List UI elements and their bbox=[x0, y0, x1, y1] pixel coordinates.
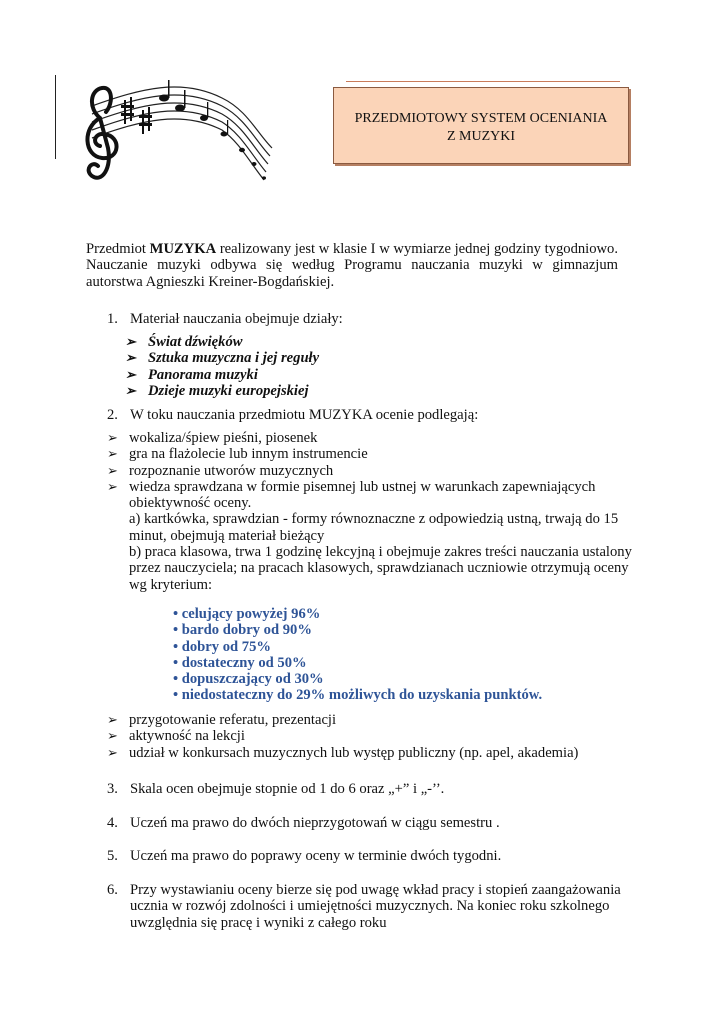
point-number: 6. bbox=[107, 882, 118, 898]
assessment-b: b) praca klasowa, trwa 1 godzinę lekcyjną i obejmuje zakres treści nauczania ustalony przez nauczyciela; na pracach klasowych, sprawdzianach uczniowie otrzymują oceny wg kryterium: bbox=[129, 544, 632, 593]
left-margin-line bbox=[55, 75, 56, 159]
point-1 bbox=[107, 311, 627, 327]
point-text: Skala ocen obejmuje stopnie od 1 do 6 oraz „+” i „-’’. bbox=[130, 781, 445, 797]
intro-after: realizowany jest w klasie I w wymiarze jednej godziny tygodniowo. Nauczanie muzyki odbywa się według Programu nauczania muzyki w gimnazjum autorstwa Agnieszki Kreiner-Bogdańskiej. bbox=[86, 241, 619, 290]
list-item-text: Panorama muzyki bbox=[148, 366, 258, 383]
intro-before: Przedmiot bbox=[86, 241, 150, 257]
list-item-text: wokaliza/śpiew pieśni, piosenek bbox=[129, 430, 318, 446]
point-text: Przy wystawianiu oceny bierze się pod uwagę wkład pracy i stopień zaangażowania ucznia w rozwój zdolności i umiejętności muzycznych. Na koniec roku szkolnego uwzględnia się pracę i wyniki z całego roku bbox=[130, 882, 621, 931]
arrow-bullet-icon: ➢ bbox=[107, 446, 118, 462]
point-number: 3. bbox=[107, 781, 118, 797]
point-text: Uczeń ma prawo do poprawy oceny w terminie dwóch tygodni. bbox=[130, 848, 502, 864]
list-item bbox=[107, 430, 632, 446]
grade-item: • dopuszczający od 30% bbox=[173, 671, 324, 688]
grade-item: • celujący powyżej 96% bbox=[173, 606, 321, 622]
point-text: Uczeń ma prawo do dwóch nieprzygotowań w ciągu semestru . bbox=[130, 815, 500, 831]
point-number: 4. bbox=[107, 815, 118, 831]
list-item-text: udział w konkursach muzycznych lub występ publiczny (np. apel, akademia) bbox=[129, 744, 579, 761]
arrow-bullet-icon: ➢ bbox=[107, 430, 118, 445]
intro-subject: MUZYKA bbox=[149, 241, 217, 257]
list-item bbox=[107, 463, 632, 479]
list-item bbox=[107, 479, 632, 512]
point-6 bbox=[107, 882, 627, 931]
assessment-a: a) kartkówka, sprawdzian - formy równoznaczne z odpowiedzią ustną, trwają do 15 minut, obejmują materiał bieżący bbox=[129, 511, 619, 544]
list-item bbox=[107, 728, 627, 744]
topics-list bbox=[125, 334, 319, 399]
point-number: 2. bbox=[107, 407, 118, 423]
title-box bbox=[333, 87, 629, 164]
assessed-items-list bbox=[107, 430, 632, 511]
grade-item: • dobry od 75% bbox=[173, 638, 271, 655]
assessment-section bbox=[107, 430, 632, 593]
music-staff-treble-clef-icon bbox=[72, 78, 286, 196]
list-item-text: przygotowanie referatu, prezentacji bbox=[129, 712, 337, 728]
list-item bbox=[107, 745, 627, 761]
arrow-bullet-icon: ➢ bbox=[107, 728, 118, 744]
point-5 bbox=[107, 848, 627, 864]
point-text: W toku nauczania przedmiotu MUZYKA ocenie podlegają: bbox=[130, 407, 479, 423]
list-item-text: gra na flażolecie lub innym instrumencie bbox=[129, 446, 368, 463]
point-number: 1. bbox=[107, 311, 118, 327]
list-item bbox=[125, 334, 319, 350]
list-item-text: Sztuka muzyczna i jej reguły bbox=[148, 350, 320, 367]
arrow-bullet-icon: ➢ bbox=[125, 366, 136, 382]
other-assessed-list bbox=[107, 712, 627, 761]
point-4 bbox=[107, 815, 627, 831]
point-number: 5. bbox=[107, 848, 118, 864]
grade-item: • dostateczny od 50% bbox=[173, 654, 307, 671]
arrow-bullet-icon: ➢ bbox=[125, 382, 136, 398]
grading-criteria bbox=[173, 606, 542, 704]
arrow-bullet-icon: ➢ bbox=[107, 712, 118, 727]
grade-item: • bardo dobry od 90% bbox=[173, 622, 312, 639]
intro-paragraph bbox=[86, 241, 618, 290]
list-item-text: Świat dźwięków bbox=[148, 334, 243, 350]
header-rule bbox=[346, 81, 620, 82]
list-item bbox=[125, 350, 319, 366]
point-2 bbox=[107, 407, 627, 423]
list-item bbox=[107, 712, 627, 728]
title-line-2: Z MUZYKI bbox=[446, 129, 516, 144]
list-item bbox=[125, 367, 319, 383]
arrow-bullet-icon: ➢ bbox=[107, 462, 118, 478]
list-item-text: wiedza sprawdzana w formie pisemnej lub ustnej w warunkach zapewniających obiektywność oceny. bbox=[129, 478, 596, 512]
point-3 bbox=[107, 781, 627, 797]
arrow-bullet-icon: ➢ bbox=[107, 744, 118, 760]
list-item-text: aktywność na lekcji bbox=[129, 728, 245, 745]
arrow-bullet-icon: ➢ bbox=[125, 334, 136, 349]
list-item-text: Dzieje muzyki europejskiej bbox=[148, 382, 309, 399]
grade-item: • niedostateczny do 29% możliwych do uzyskania punktów. bbox=[173, 687, 543, 704]
arrow-bullet-icon: ➢ bbox=[125, 350, 136, 366]
arrow-bullet-icon: ➢ bbox=[107, 478, 118, 494]
list-item-text: rozpoznanie utworów muzycznych bbox=[129, 462, 334, 479]
point-text: Materiał nauczania obejmuje działy: bbox=[130, 311, 343, 327]
list-item bbox=[107, 446, 632, 462]
title-line-1: PRZEDMIOTOWY SYSTEM OCENIANIA bbox=[354, 111, 608, 126]
list-item bbox=[125, 383, 319, 399]
